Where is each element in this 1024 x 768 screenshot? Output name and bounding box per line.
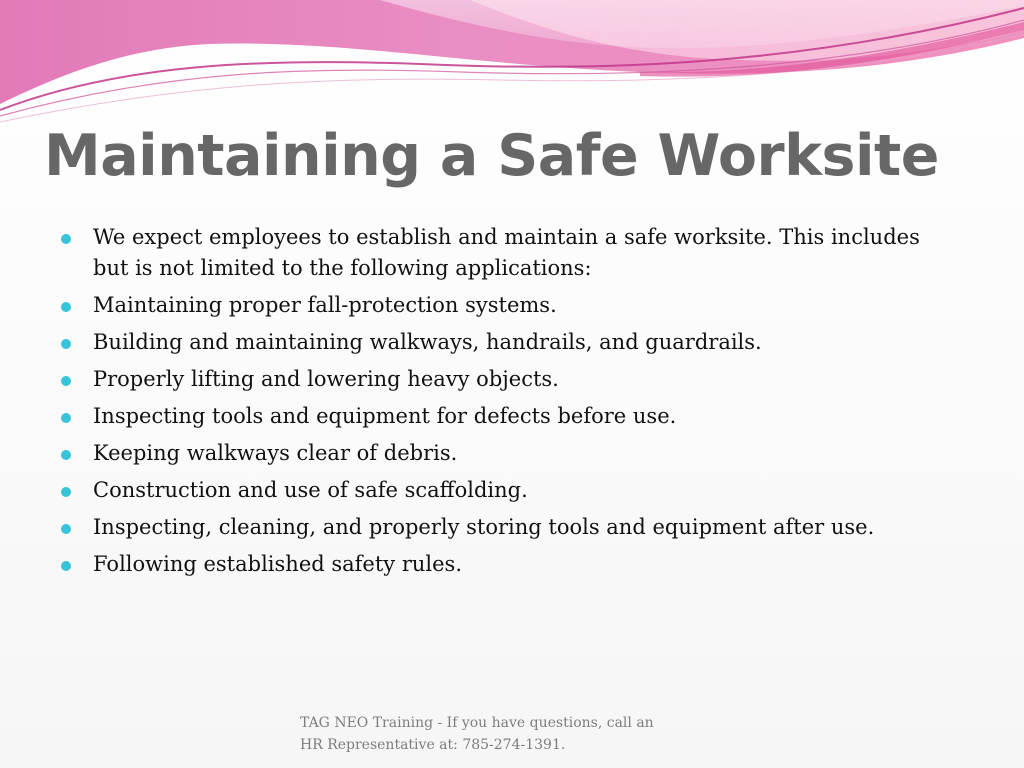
bullet-dot-icon	[61, 234, 71, 244]
bullet-item	[60, 327, 960, 358]
bullet-dot-icon	[61, 302, 71, 312]
bullet-text: Inspecting tools and equipment for defects before use.	[93, 404, 677, 428]
bullet-dot-icon	[61, 561, 71, 571]
bullet-list	[60, 222, 960, 586]
bullet-text: We expect employees to establish and maintain a safe worksite. This includes but is not limited to the following applications:	[93, 225, 920, 280]
bullet-dot-icon	[61, 339, 71, 349]
bullet-text: Following established safety rules.	[93, 552, 462, 576]
bullet-text: Inspecting, cleaning, and properly storing tools and equipment after use.	[93, 515, 875, 539]
bullet-text: Keeping walkways clear of debris.	[93, 441, 458, 465]
footer-line: HR Representative at: 785-274-1391.	[300, 737, 566, 753]
bullet-text: Maintaining proper fall-protection systems.	[93, 293, 557, 317]
slide-title: Maintaining a Safe Worksite	[44, 123, 939, 189]
bullet-dot-icon	[61, 487, 71, 497]
bullet-item	[60, 222, 960, 284]
bullet-dot-icon	[61, 524, 71, 534]
header-swoosh-decoration	[0, 0, 1024, 130]
slide-footer	[300, 712, 680, 756]
bullet-item	[60, 438, 960, 469]
bullet-text: Building and maintaining walkways, handrails, and guardrails.	[93, 330, 762, 354]
bullet-dot-icon	[61, 450, 71, 460]
bullet-item	[60, 512, 960, 543]
bullet-item	[60, 549, 960, 580]
footer-line: TAG NEO Training - If you have questions, call an	[300, 715, 654, 731]
bullet-dot-icon	[61, 376, 71, 386]
bullet-item	[60, 290, 960, 321]
bullet-item	[60, 401, 960, 432]
bullet-text: Construction and use of safe scaffolding.	[93, 478, 528, 502]
bullet-dot-icon	[61, 413, 71, 423]
bullet-item	[60, 475, 960, 506]
bullet-item	[60, 364, 960, 395]
bullet-text: Properly lifting and lowering heavy objects.	[93, 367, 559, 391]
